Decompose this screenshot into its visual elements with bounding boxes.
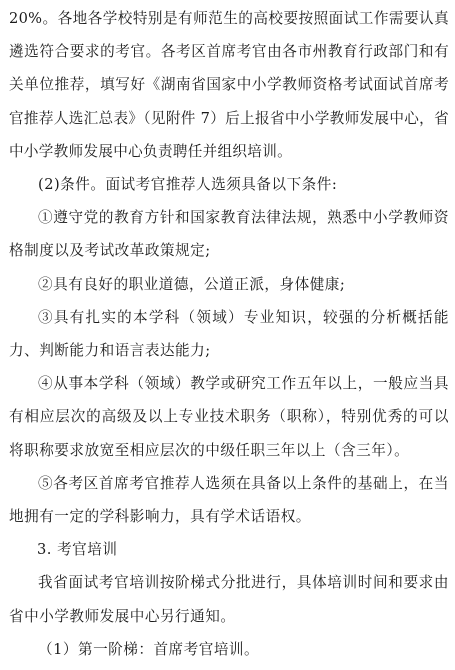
- paragraph-training-description: 我省面试考官培训按阶梯式分批进行，具体培训时间和要求由省中小学教师发展中心另行通知。: [9, 574, 449, 625]
- section-heading-examiner-training: 3. 考官培训: [37, 541, 118, 559]
- paragraph-conditions-heading: (2)条件。面试考官推荐人选须具备以下条件:: [38, 176, 338, 194]
- paragraph-examiner-recommendation: 20%。各地各学校特别是有师范生的高校要按照面试工作需要认真遴选符合要求的考官。各考区首席考官由各市州教育行政部门和有关单位推荐，填写好《湖南省国家中小学教师资格考试面试首席考官推荐人选汇总表》（见附件 7）后上报省中小学教师发展中心，省中小学教师发展中心负责聘任并组织培训。: [9, 10, 449, 160]
- paragraph-condition-2: ②具有良好的职业道德，公道正派，身体健康;: [38, 275, 346, 293]
- paragraph-condition-5: ⑤各考区首席考官推荐人选须在具备以上条件的基础上，在当地拥有一定的学科影响力，具有学术话语权。: [9, 474, 449, 526]
- paragraph-condition-1: ①遵守党的教育方针和国家教育法律法规，熟悉中小学教师资格制度以及考试改革政策规定;: [9, 209, 449, 260]
- paragraph-training-stage-1: （1）第一阶梯：首席考官培训。: [38, 640, 260, 658]
- paragraph-condition-3: ③具有扎实的本学科（领域）专业知识，较强的分析概括能力、判断能力和语言表达能力;: [9, 308, 449, 360]
- paragraph-condition-4: ④从事本学科（领域）教学或研究工作五年以上，一般应当具有相应层次的高级及以上专业技术职务（职称），特别优秀的可以将职称要求放宽至相应层次的中级任职三年以上（含三年）。: [9, 375, 449, 459]
